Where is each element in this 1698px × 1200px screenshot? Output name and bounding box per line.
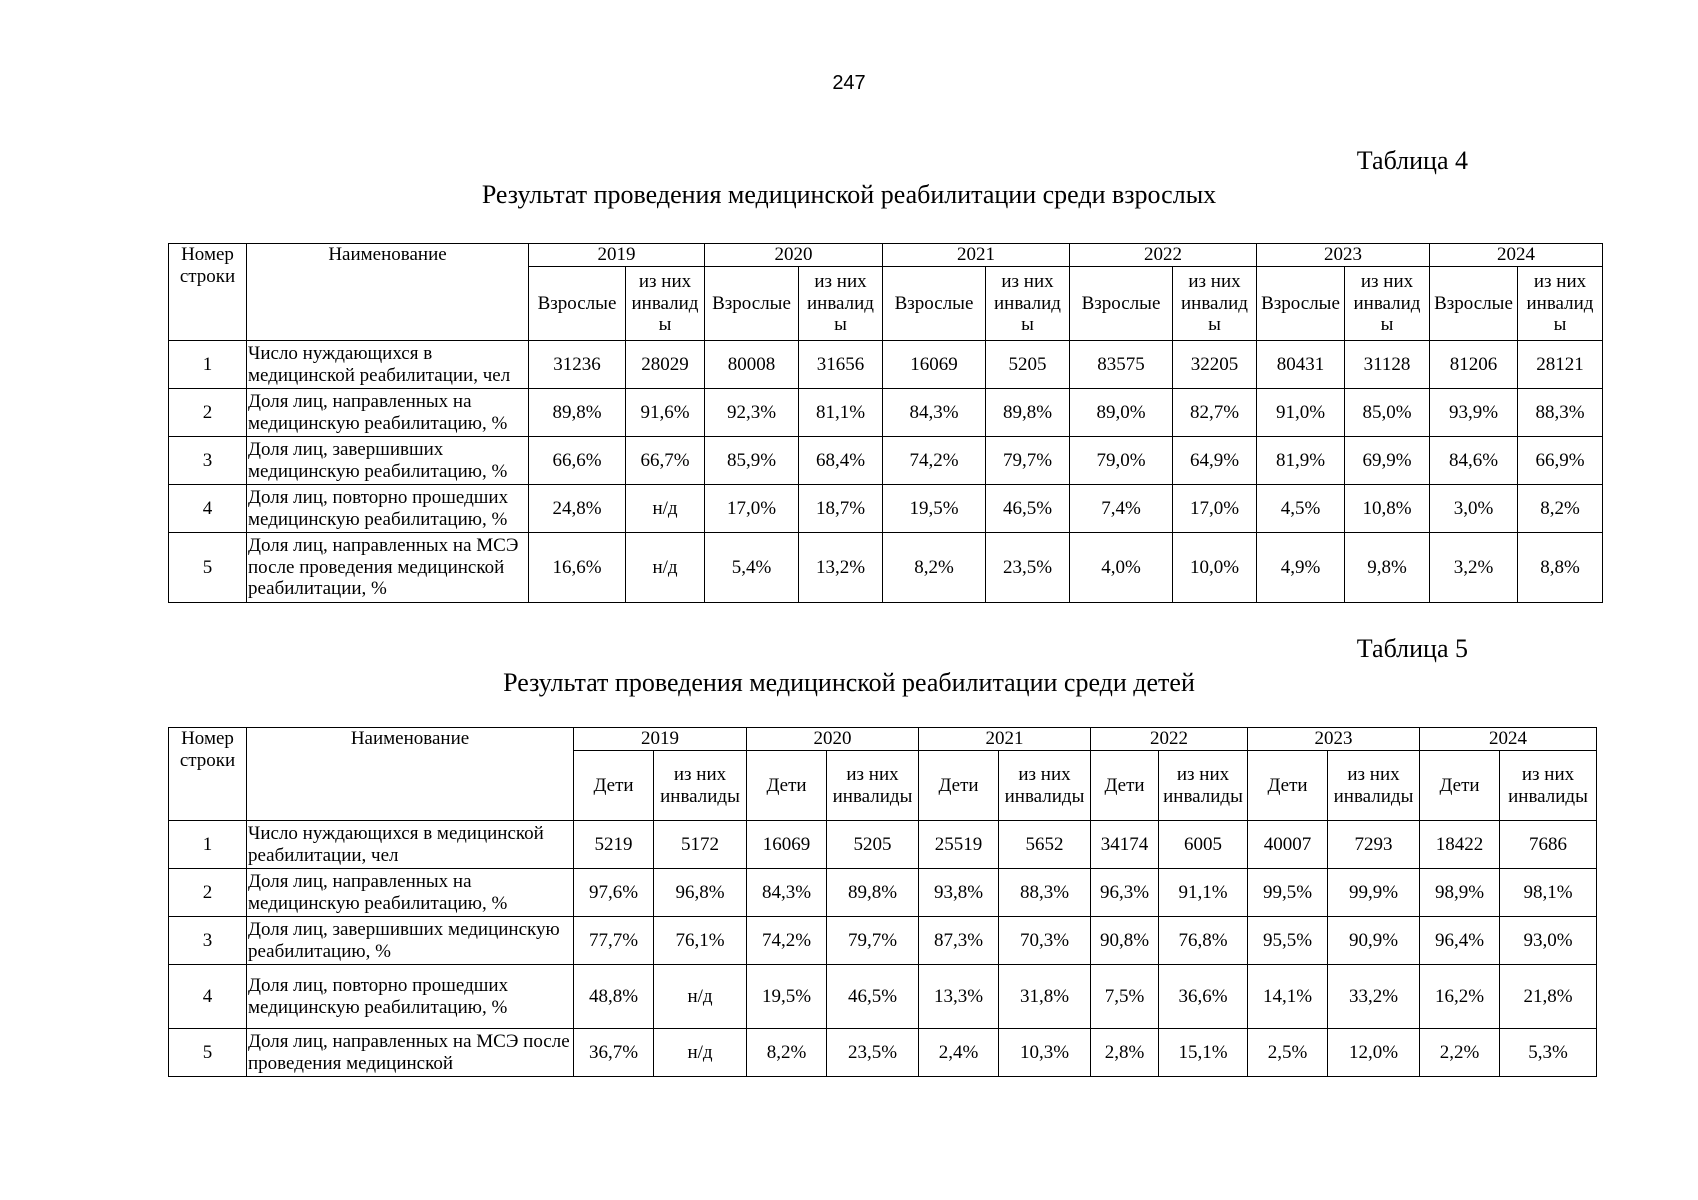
header-subcolumn-total: Дети bbox=[919, 751, 999, 821]
cell-value: 93,9% bbox=[1430, 389, 1518, 437]
header-subcolumn-total: Дети bbox=[1420, 751, 1500, 821]
cell-value: 32205 bbox=[1173, 341, 1257, 389]
table-5-label: Таблица 5 bbox=[1356, 634, 1468, 663]
table-4-header bbox=[169, 244, 1603, 341]
cell-value: 88,3% bbox=[999, 869, 1091, 917]
cell-value: 6005 bbox=[1159, 821, 1248, 869]
cell-value: 68,4% bbox=[799, 437, 883, 485]
cell-value: 89,8% bbox=[827, 869, 919, 917]
header-subcolumn-total: Дети bbox=[1091, 751, 1159, 821]
header-subcolumn-total: Дети bbox=[747, 751, 827, 821]
cell-value: 8,2% bbox=[883, 533, 986, 603]
cell-value: 2,2% bbox=[1420, 1029, 1500, 1077]
cell-value: 88,3% bbox=[1518, 389, 1603, 437]
cell-value: 91,1% bbox=[1159, 869, 1248, 917]
cell-value: 7686 bbox=[1500, 821, 1597, 869]
table-4 bbox=[168, 243, 1603, 603]
cell-value: 16,6% bbox=[529, 533, 626, 603]
cell-value: 4,5% bbox=[1257, 485, 1345, 533]
cell-value: 13,2% bbox=[799, 533, 883, 603]
cell-value: 8,2% bbox=[747, 1029, 827, 1077]
cell-value: 31,8% bbox=[999, 965, 1091, 1029]
header-subcolumn-disabled: из них инвалиды bbox=[654, 751, 747, 821]
cell-value: 84,3% bbox=[883, 389, 986, 437]
cell-value: 74,2% bbox=[747, 917, 827, 965]
row-name: Доля лиц, повторно прошедших медицинскую реабилитацию, % bbox=[247, 965, 574, 1029]
cell-value: 96,4% bbox=[1420, 917, 1500, 965]
row-number: 4 bbox=[169, 965, 247, 1029]
cell-value: 31656 bbox=[799, 341, 883, 389]
row-number: 1 bbox=[169, 821, 247, 869]
cell-value: 89,8% bbox=[529, 389, 626, 437]
cell-value: 23,5% bbox=[986, 533, 1070, 603]
cell-value: 79,7% bbox=[827, 917, 919, 965]
cell-value: 46,5% bbox=[827, 965, 919, 1029]
cell-value: 91,0% bbox=[1257, 389, 1345, 437]
cell-value: 93,8% bbox=[919, 869, 999, 917]
cell-value: 36,7% bbox=[574, 1029, 654, 1077]
cell-value: 3,0% bbox=[1430, 485, 1518, 533]
cell-value: 8,8% bbox=[1518, 533, 1603, 603]
cell-value: 19,5% bbox=[883, 485, 986, 533]
cell-value: 2,5% bbox=[1248, 1029, 1328, 1077]
cell-value: 2,4% bbox=[919, 1029, 999, 1077]
header-subcolumn-total: Дети bbox=[1248, 751, 1328, 821]
table-5-body bbox=[169, 821, 1597, 1077]
table-5-title: Результат проведения медицинской реабилитации среди детей bbox=[503, 668, 1195, 697]
header-year: 2024 bbox=[1430, 244, 1603, 267]
cell-value: 24,8% bbox=[529, 485, 626, 533]
cell-value: 5172 bbox=[654, 821, 747, 869]
cell-value: 5219 bbox=[574, 821, 654, 869]
cell-value: 87,3% bbox=[919, 917, 999, 965]
row-name: Доля лиц, завершивших медицинскую реабилитацию, % bbox=[247, 437, 529, 485]
row-name: Доля лиц, повторно прошедших медицинскую реабилитацию, % bbox=[247, 485, 529, 533]
cell-value: 79,0% bbox=[1070, 437, 1173, 485]
cell-value: 7293 bbox=[1328, 821, 1420, 869]
cell-value: 66,7% bbox=[626, 437, 705, 485]
row-number: 5 bbox=[169, 1029, 247, 1077]
row-number: 2 bbox=[169, 389, 247, 437]
cell-value: 5652 bbox=[999, 821, 1091, 869]
cell-value: 92,3% bbox=[705, 389, 799, 437]
row-number: 3 bbox=[169, 917, 247, 965]
header-subcolumn-disabled: из них инвалиды bbox=[827, 751, 919, 821]
cell-value: 31128 bbox=[1345, 341, 1430, 389]
header-year: 2022 bbox=[1070, 244, 1257, 267]
table-row bbox=[169, 917, 1597, 965]
header-subcolumn-total: Взрослые bbox=[529, 267, 626, 341]
cell-value: н/д bbox=[626, 485, 705, 533]
table-row bbox=[169, 389, 1603, 437]
row-number: 2 bbox=[169, 869, 247, 917]
cell-value: 80008 bbox=[705, 341, 799, 389]
table-row bbox=[169, 341, 1603, 389]
cell-value: 81,1% bbox=[799, 389, 883, 437]
header-subcolumn-disabled: из них инвалид ы bbox=[1173, 267, 1257, 341]
row-name: Доля лиц, направленных на МСЭ после проведения медицинской реабилитации, % bbox=[247, 533, 529, 603]
cell-value: 33,2% bbox=[1328, 965, 1420, 1029]
cell-value: 16,2% bbox=[1420, 965, 1500, 1029]
header-subcolumn-disabled: из них инвалид ы bbox=[1345, 267, 1430, 341]
cell-value: 76,8% bbox=[1159, 917, 1248, 965]
table-row bbox=[169, 1029, 1597, 1077]
cell-value: 7,4% bbox=[1070, 485, 1173, 533]
header-year: 2019 bbox=[529, 244, 705, 267]
header-name: Наименование bbox=[247, 728, 574, 821]
header-subcolumn-disabled: из них инвалид ы bbox=[799, 267, 883, 341]
cell-value: 85,9% bbox=[705, 437, 799, 485]
cell-value: 98,9% bbox=[1420, 869, 1500, 917]
row-name: Число нуждающихся в медицинской реабилитации, чел bbox=[247, 341, 529, 389]
cell-value: 66,6% bbox=[529, 437, 626, 485]
table-4-body bbox=[169, 341, 1603, 603]
cell-value: 5,4% bbox=[705, 533, 799, 603]
header-subcolumn-disabled: из них инвалиды bbox=[1500, 751, 1597, 821]
cell-value: 21,8% bbox=[1500, 965, 1597, 1029]
header-year: 2021 bbox=[883, 244, 1070, 267]
cell-value: 18,7% bbox=[799, 485, 883, 533]
header-subcolumn-disabled: из них инвалиды bbox=[1328, 751, 1420, 821]
row-number: 1 bbox=[169, 341, 247, 389]
cell-value: 93,0% bbox=[1500, 917, 1597, 965]
cell-value: 25519 bbox=[919, 821, 999, 869]
header-subcolumn-disabled: из них инвалиды bbox=[999, 751, 1091, 821]
cell-value: 83575 bbox=[1070, 341, 1173, 389]
cell-value: 98,1% bbox=[1500, 869, 1597, 917]
header-year: 2020 bbox=[705, 244, 883, 267]
cell-value: 81,9% bbox=[1257, 437, 1345, 485]
header-row-number: Номер строки bbox=[169, 728, 247, 821]
cell-value: 17,0% bbox=[705, 485, 799, 533]
cell-value: 76,1% bbox=[654, 917, 747, 965]
cell-value: 40007 bbox=[1248, 821, 1328, 869]
header-year: 2023 bbox=[1257, 244, 1430, 267]
table-row bbox=[169, 821, 1597, 869]
cell-value: 31236 bbox=[529, 341, 626, 389]
cell-value: 13,3% bbox=[919, 965, 999, 1029]
cell-value: 89,8% bbox=[986, 389, 1070, 437]
row-name: Доля лиц, направленных на МСЭ после проведения медицинской bbox=[247, 1029, 574, 1077]
page-number: 247 bbox=[832, 72, 866, 94]
cell-value: 4,0% bbox=[1070, 533, 1173, 603]
table-row bbox=[169, 437, 1603, 485]
header-subcolumn-total: Взрослые bbox=[705, 267, 799, 341]
cell-value: н/д bbox=[654, 1029, 747, 1077]
header-year: 2022 bbox=[1091, 728, 1248, 751]
table-row bbox=[169, 533, 1603, 603]
row-number: 5 bbox=[169, 533, 247, 603]
cell-value: 79,7% bbox=[986, 437, 1070, 485]
cell-value: 90,8% bbox=[1091, 917, 1159, 965]
cell-value: 84,6% bbox=[1430, 437, 1518, 485]
cell-value: 16069 bbox=[747, 821, 827, 869]
cell-value: 16069 bbox=[883, 341, 986, 389]
header-subcolumn-total: Взрослые bbox=[883, 267, 986, 341]
cell-value: 7,5% bbox=[1091, 965, 1159, 1029]
cell-value: 8,2% bbox=[1518, 485, 1603, 533]
cell-value: 19,5% bbox=[747, 965, 827, 1029]
header-year: 2023 bbox=[1248, 728, 1420, 751]
header-year: 2021 bbox=[919, 728, 1091, 751]
cell-value: 10,3% bbox=[999, 1029, 1091, 1077]
cell-value: 28121 bbox=[1518, 341, 1603, 389]
row-number: 3 bbox=[169, 437, 247, 485]
header-subcolumn-disabled: из них инвалиды bbox=[1159, 751, 1248, 821]
table-row bbox=[169, 869, 1597, 917]
header-year: 2024 bbox=[1420, 728, 1597, 751]
cell-value: 5205 bbox=[827, 821, 919, 869]
cell-value: 46,5% bbox=[986, 485, 1070, 533]
cell-value: 81206 bbox=[1430, 341, 1518, 389]
cell-value: 70,3% bbox=[999, 917, 1091, 965]
cell-value: 9,8% bbox=[1345, 533, 1430, 603]
row-number: 4 bbox=[169, 485, 247, 533]
table-row bbox=[169, 965, 1597, 1029]
cell-value: 96,8% bbox=[654, 869, 747, 917]
cell-value: 48,8% bbox=[574, 965, 654, 1029]
cell-value: 99,5% bbox=[1248, 869, 1328, 917]
cell-value: 64,9% bbox=[1173, 437, 1257, 485]
cell-value: 10,8% bbox=[1345, 485, 1430, 533]
header-year: 2020 bbox=[747, 728, 919, 751]
cell-value: 90,9% bbox=[1328, 917, 1420, 965]
cell-value: 5,3% bbox=[1500, 1029, 1597, 1077]
row-name: Число нуждающихся в медицинской реабилитации, чел bbox=[247, 821, 574, 869]
header-subcolumn-disabled: из них инвалид ы bbox=[626, 267, 705, 341]
cell-value: 80431 bbox=[1257, 341, 1345, 389]
table-5-header bbox=[169, 728, 1597, 821]
cell-value: н/д bbox=[626, 533, 705, 603]
cell-value: 34174 bbox=[1091, 821, 1159, 869]
header-subcolumn-disabled: из них инвалид ы bbox=[1518, 267, 1603, 341]
header-subcolumn-total: Дети bbox=[574, 751, 654, 821]
cell-value: 36,6% bbox=[1159, 965, 1248, 1029]
header-subcolumn-total: Взрослые bbox=[1070, 267, 1173, 341]
cell-value: 10,0% bbox=[1173, 533, 1257, 603]
cell-value: 18422 bbox=[1420, 821, 1500, 869]
header-row-number: Номер строки bbox=[169, 244, 247, 341]
cell-value: 89,0% bbox=[1070, 389, 1173, 437]
row-name: Доля лиц, завершивших медицинскую реабилитацию, % bbox=[247, 917, 574, 965]
cell-value: 85,0% bbox=[1345, 389, 1430, 437]
cell-value: 23,5% bbox=[827, 1029, 919, 1077]
cell-value: 97,6% bbox=[574, 869, 654, 917]
table-4-title: Результат проведения медицинской реабилитации среди взрослых bbox=[481, 180, 1217, 209]
cell-value: 4,9% bbox=[1257, 533, 1345, 603]
cell-value: 15,1% bbox=[1159, 1029, 1248, 1077]
cell-value: н/д bbox=[654, 965, 747, 1029]
cell-value: 5205 bbox=[986, 341, 1070, 389]
table-4-label: Таблица 4 bbox=[1356, 146, 1468, 175]
header-subcolumn-disabled: из них инвалид ы bbox=[986, 267, 1070, 341]
cell-value: 95,5% bbox=[1248, 917, 1328, 965]
cell-value: 99,9% bbox=[1328, 869, 1420, 917]
cell-value: 28029 bbox=[626, 341, 705, 389]
header-subcolumn-total: Взрослые bbox=[1430, 267, 1518, 341]
cell-value: 69,9% bbox=[1345, 437, 1430, 485]
cell-value: 66,9% bbox=[1518, 437, 1603, 485]
cell-value: 96,3% bbox=[1091, 869, 1159, 917]
cell-value: 17,0% bbox=[1173, 485, 1257, 533]
cell-value: 12,0% bbox=[1328, 1029, 1420, 1077]
header-year: 2019 bbox=[574, 728, 747, 751]
row-name: Доля лиц, направленных на медицинскую реабилитацию, % bbox=[247, 389, 529, 437]
cell-value: 3,2% bbox=[1430, 533, 1518, 603]
cell-value: 77,7% bbox=[574, 917, 654, 965]
cell-value: 14,1% bbox=[1248, 965, 1328, 1029]
header-name: Наименование bbox=[247, 244, 529, 341]
row-name: Доля лиц, направленных на медицинскую реабилитацию, % bbox=[247, 869, 574, 917]
cell-value: 74,2% bbox=[883, 437, 986, 485]
cell-value: 84,3% bbox=[747, 869, 827, 917]
table-5 bbox=[168, 727, 1597, 1077]
header-subcolumn-total: Взрослые bbox=[1257, 267, 1345, 341]
table-row bbox=[169, 485, 1603, 533]
cell-value: 82,7% bbox=[1173, 389, 1257, 437]
cell-value: 2,8% bbox=[1091, 1029, 1159, 1077]
cell-value: 91,6% bbox=[626, 389, 705, 437]
